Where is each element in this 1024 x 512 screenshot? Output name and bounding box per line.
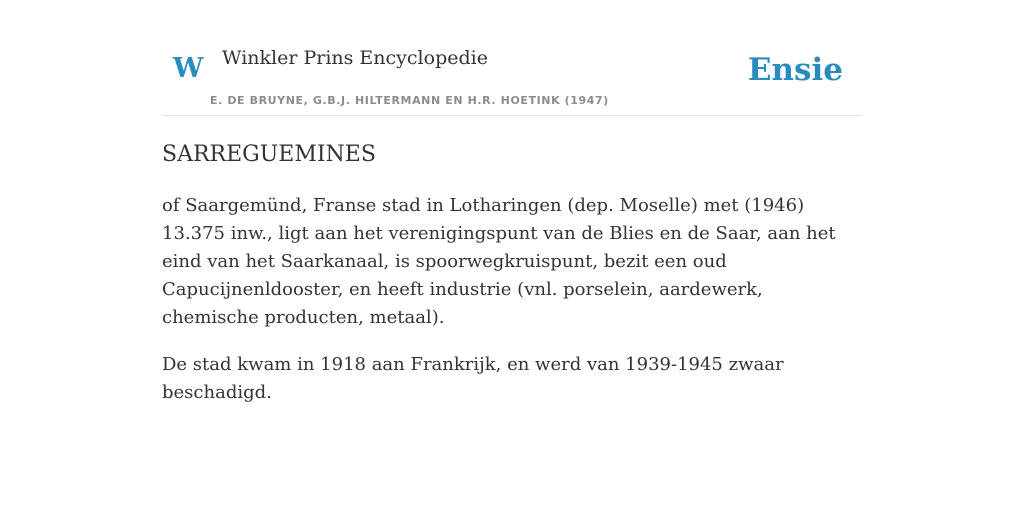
source-title: Winkler Prins Encyclopedie (222, 47, 488, 69)
article-title: SARREGUEMINES (162, 142, 376, 167)
article-paragraph: De stad kwam in 1918 aan Frankrijk, en werd van 1939-1945 zwaar beschadigd. (162, 354, 784, 403)
source-header (162, 0, 862, 116)
page-container (162, 0, 862, 403)
source-authors: E. DE BRUYNE, G.B.J. HILTERMANN EN H.R. HOETINK (1947) (210, 94, 609, 107)
article-paragraph: of Saargemünd, Franse stad in Lotharingen (dep. Moselle) met (1946) 13.375 inw., ligt aan het verenigingspunt van de Blies en de Saar, aan het eind van het Saarkanaal, is spoorwegkruispunt, bezit een oud Capucijnenldooster, en heeft industrie (vnl. porselein, aardewerk, chemische producten, metaal). (162, 195, 836, 328)
source-logo-link[interactable]: W (173, 53, 204, 84)
ensie-logo-link[interactable]: Ensie (747, 52, 843, 88)
article-body (162, 140, 862, 407)
